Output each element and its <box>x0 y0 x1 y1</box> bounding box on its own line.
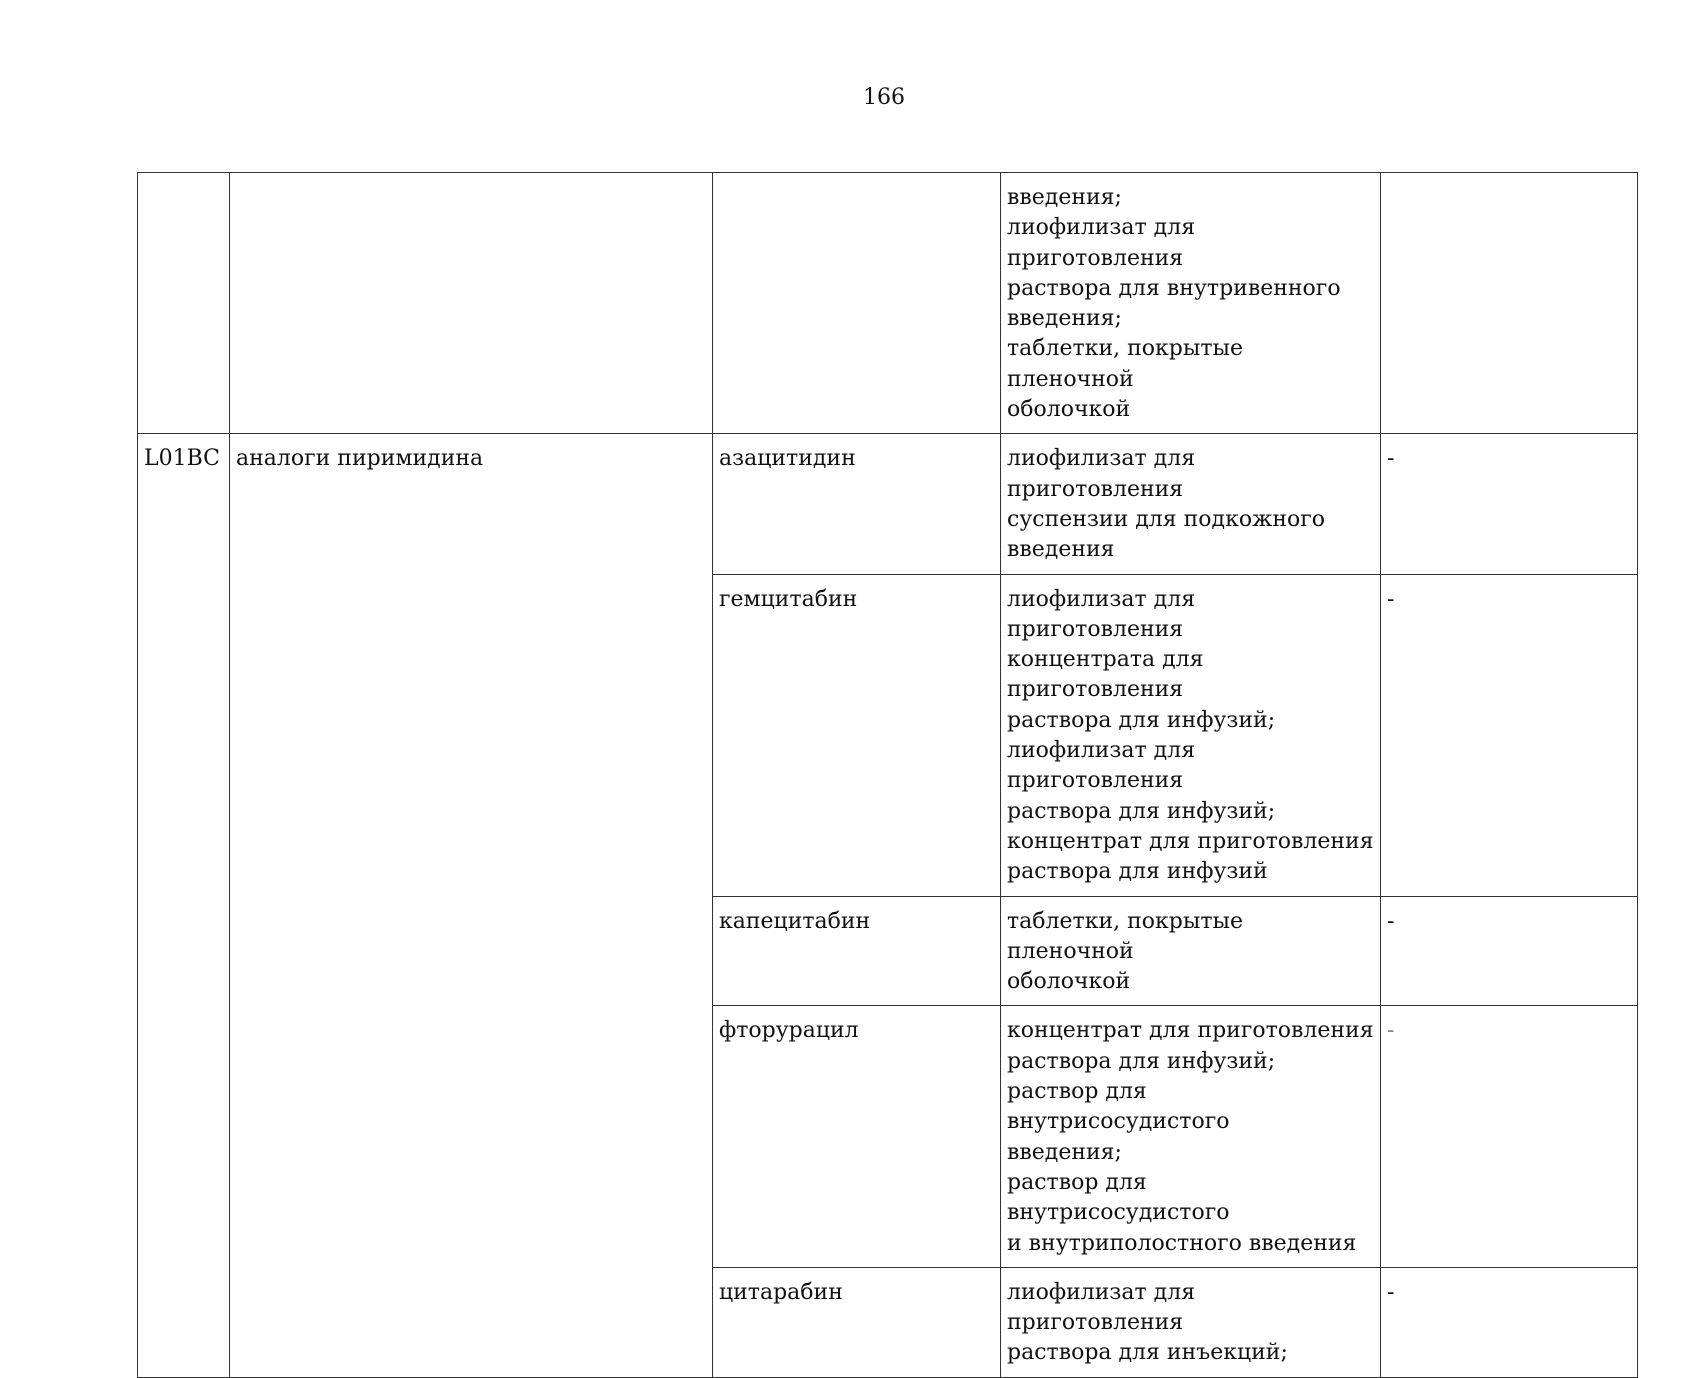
table-row-continuation <box>138 173 1638 434</box>
note-cell: - <box>1381 1267 1638 1377</box>
drug-name-cell: цитарабин <box>713 1267 1001 1377</box>
note-cell: - <box>1381 574 1638 896</box>
atc-code-cell <box>138 173 230 434</box>
note-cell: - <box>1381 1006 1638 1267</box>
table-row <box>138 434 1638 574</box>
note-cell: - <box>1381 434 1638 574</box>
dosage-forms-cell: таблетки, покрытые пленочной оболочкой <box>1001 896 1381 1006</box>
group-name-cell: аналоги пиримидина <box>230 434 713 1377</box>
atc-code-cell: L01BC <box>138 434 230 1377</box>
medicines-table <box>137 172 1638 1378</box>
dosage-forms-cell: введения; лиофилизат для приготовления раствора для внутривенного введения; таблетки, покрытые пленочной оболочкой <box>1001 173 1381 434</box>
drug-name-cell <box>713 173 1001 434</box>
drug-name-cell: фторурацил <box>713 1006 1001 1267</box>
drug-name-cell: капецитабин <box>713 896 1001 1006</box>
page-number: 166 <box>863 85 905 110</box>
dosage-forms-cell: лиофилизат для приготовления концентрата для приготовления раствора для инфузий; лиофилизат для приготовления раствора для инфузий; концентрат для приготовления раствора для инфузий <box>1001 574 1381 896</box>
dosage-forms-cell: лиофилизат для приготовления раствора для инъекций; <box>1001 1267 1381 1377</box>
dosage-forms-cell: концентрат для приготовления раствора для инфузий; раствор для внутрисосудистого введения; раствор для внутрисосудистого и внутриполостного введения <box>1001 1006 1381 1267</box>
drug-name-cell: гемцитабин <box>713 574 1001 896</box>
group-name-cell <box>230 173 713 434</box>
drug-name-cell: азацитидин <box>713 434 1001 574</box>
note-cell: - <box>1381 896 1638 1006</box>
dosage-forms-cell: лиофилизат для приготовления суспензии для подкожного введения <box>1001 434 1381 574</box>
note-cell <box>1381 173 1638 434</box>
